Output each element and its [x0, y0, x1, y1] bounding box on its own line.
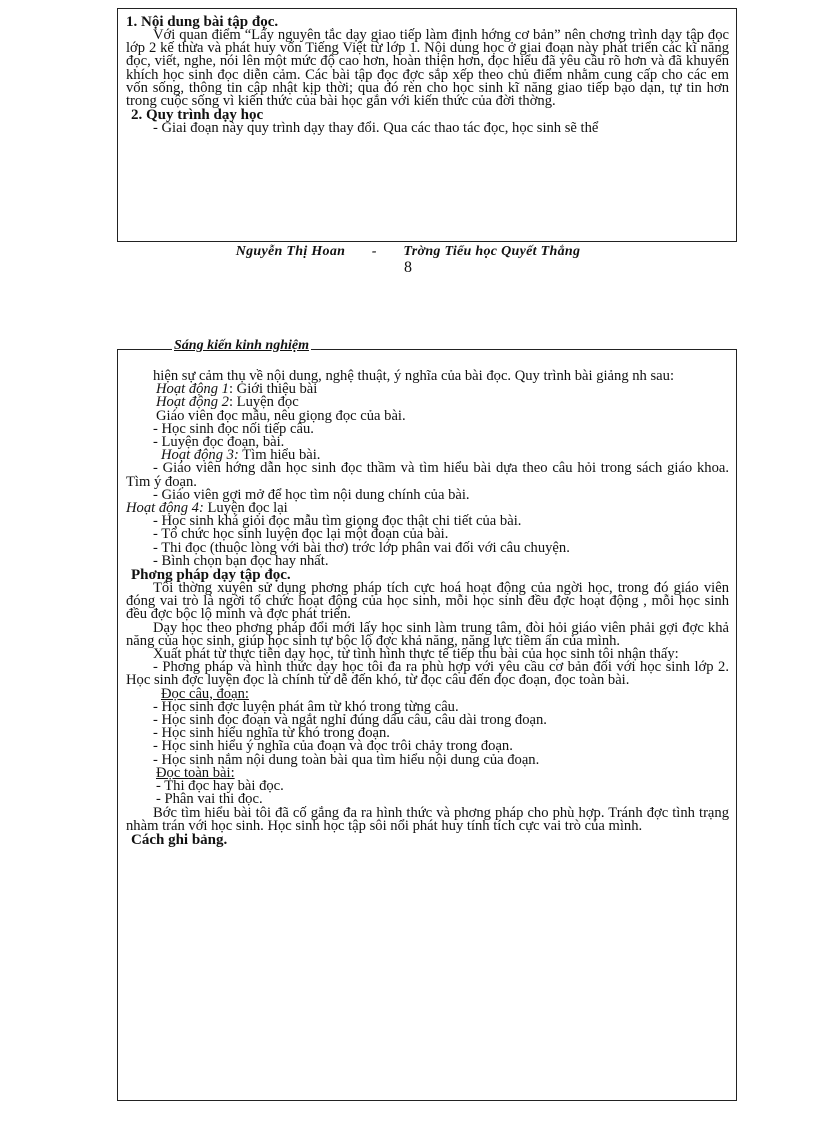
footer-separator: -: [371, 244, 377, 259]
footer-school: Trờng Tiểu học Quyết Thắng: [403, 244, 581, 259]
list-item: - Bình chọn bạn đọc hay nhất.: [153, 552, 329, 569]
activity-2-label: Hoạt động 2: [156, 394, 229, 411]
footer-author: Nguyễn Thị Hoan: [235, 244, 346, 259]
list-item: - Học sinh khá giỏi đọc mẫu tìm giọng đọc thật chi tiết của bài.: [153, 513, 522, 530]
list-item: - Thi đọc (thuộc lòng với bài thơ) trớc lớp phân vai đối với câu chuyện.: [153, 539, 570, 556]
list-item: - Phân vai thi đọc.: [156, 791, 263, 808]
list-item: - Luyện đọc đoạn, bài.: [153, 434, 285, 451]
list-item: - Học sinh hiểu ý nghĩa của đoạn và đọc trôi chảy trong đoạn.: [153, 738, 513, 755]
paragraph-intro: hiện sự cảm thụ về nội dung, nghệ thuật, ý nghĩa của bài đọc. Quy trình bài giảng nh sau:: [153, 368, 675, 384]
teacher-reading: Giáo viên đọc mẫu, nêu giọng đọc của bài.: [156, 407, 406, 424]
paragraph-pp-4: - Phơng pháp và hình thức dạy học tôi đa ra phù hợp với yêu cầu cơ bản đối với học sinh lớp 2. Học sinh đợc luyện đọc là chính từ dễ đến khó, từ đọc câu đến đọc đoạn, đọc toàn bài.: [126, 659, 729, 689]
page-1-box: [117, 8, 737, 242]
activity-3-label: Hoạt động 3:: [161, 447, 239, 464]
activity-1-label: Hoạt động 1: [156, 381, 229, 398]
label-doc-toan-bai-text: Đọc toàn bài:: [156, 764, 235, 781]
activity-4-label: Hoạt động 4:: [126, 500, 204, 517]
page-footer: [0, 244, 816, 260]
paragraph-teacher-suggest: - Giáo viên gợi mở để học tìm nội dung chính của bài.: [153, 486, 470, 503]
paragraph-noi-dung: Với quan điểm “Lấy nguyên tắc dạy giao tiếp làm định hớng cơ bản” nên chơng trình dạy tập đọc lớp 2 kế thừa và phát huy vốn Tiếng Việt từ lớp 1. Nội dung học ở giai đoạn này phát triển các kĩ năng đọc, viết, nghe, nói lên một mức độ cao hơn, hoàn thiện hơn, đọc hiểu đã yêu cầu rõ hơn và đã khuyến khích học sinh đọc diễn cảm. Các bài tập đọc đợc sắp xếp theo chủ điểm nhằm cung cấp cho các em vốn sống, thông tin cập nhật kịp thời; qua đó rèn cho học sinh kĩ năng giao tiếp bạo dạn, tự tin hơn trong cuộc sống vì kiến thức của bài học gắn với kiến thức của đời thờng.: [126, 27, 729, 110]
page-number: 8: [404, 259, 412, 276]
heading-noi-dung: 1. Nội dung bài tập đọc.: [126, 14, 279, 30]
heading-cach-ghi-bang: Cách ghi bảng.: [131, 831, 228, 848]
list-item: - Học sinh nắm nội dung toàn bài qua tìm hiểu nội dung của đoạn.: [153, 751, 540, 768]
paragraph-buoc: Bớc tìm hiểu bài tôi đã cố gắng đa ra hình thức và phơng pháp cho phù hợp. Tránh đợc tình trạng nhàm trán với học sinh. Học sinh học tập sôi nổi phát huy tính tích cực vai trò của mình.: [126, 804, 729, 834]
label-doc-cau-text: Đọc câu, đoạn:: [161, 685, 249, 702]
paragraph-teacher-guide: - Giáo viên hớng dẫn học sinh đọc thầm và tìm hiểu bài dựa theo câu hỏi trong sách giáo khoa. Tìm ý đoạn.: [126, 460, 729, 490]
heading-phuong-phap: Phơng pháp dạy tập đọc.: [131, 567, 291, 584]
list-item: - Học sinh hiểu nghĩa từ khó trong đoạn.: [153, 725, 390, 742]
activity-2-text: : Luyện đọc: [228, 394, 299, 411]
paragraph-quy-trinh: - Giai đoạn này quy trình dạy thay đổi. Qua các thao tác đọc, học sinh sẽ thể: [153, 120, 599, 137]
list-item: - Thi đọc hay bài đọc.: [156, 778, 284, 795]
list-item: - Học sinh đọc đoạn và ngắt nghỉ đúng dấu câu, câu dài trong đoạn.: [153, 712, 547, 729]
activity-4-text: Luyện đọc lại: [203, 500, 288, 517]
running-header: Sáng kiến kinh nghiệm: [174, 338, 309, 353]
paragraph-pp-1: Tôi thờng xuyên sử dụng phơng pháp tích cực hoá hoạt động của ngời học, trong đó giáo viên đóng vai trò là ngời tổ chức hoạt động của học sinh, mỗi học sinh đều đợc hoạt động , mỗi học sinh đều đợc bộc lộ mình và đợc phát triển.: [126, 580, 729, 623]
page-2-box: [117, 349, 737, 1101]
paragraph-pp-3: Xuất phát từ thực tiễn dạy học, từ tình hình thực tế tiếp thu bài của học sinh tôi nhận thấy:: [153, 646, 679, 663]
list-item: - Học sinh đọc nối tiếp câu.: [153, 420, 314, 437]
heading-quy-trinh: 2. Quy trình dạy học: [131, 107, 264, 124]
list-item: - Học sinh đợc luyện phát âm từ khó trong từng câu.: [153, 698, 459, 715]
activity-3-text: Tìm hiểu bài.: [238, 447, 321, 464]
list-item: - Tổ chức học sinh luyện đọc lại một đoạn của bài.: [153, 526, 449, 543]
paragraph-pp-2: Dạy học theo phơng pháp đổi mới lấy học sinh làm trung tâm, đòi hỏi giáo viên phải gợi đợc khả năng của học sinh, giúp học sinh tự bộc lộ đợc khả năng, năng lực tiềm ẩn của mình.: [126, 619, 729, 649]
activity-1-text: : Giới thiệu bài: [228, 381, 318, 398]
